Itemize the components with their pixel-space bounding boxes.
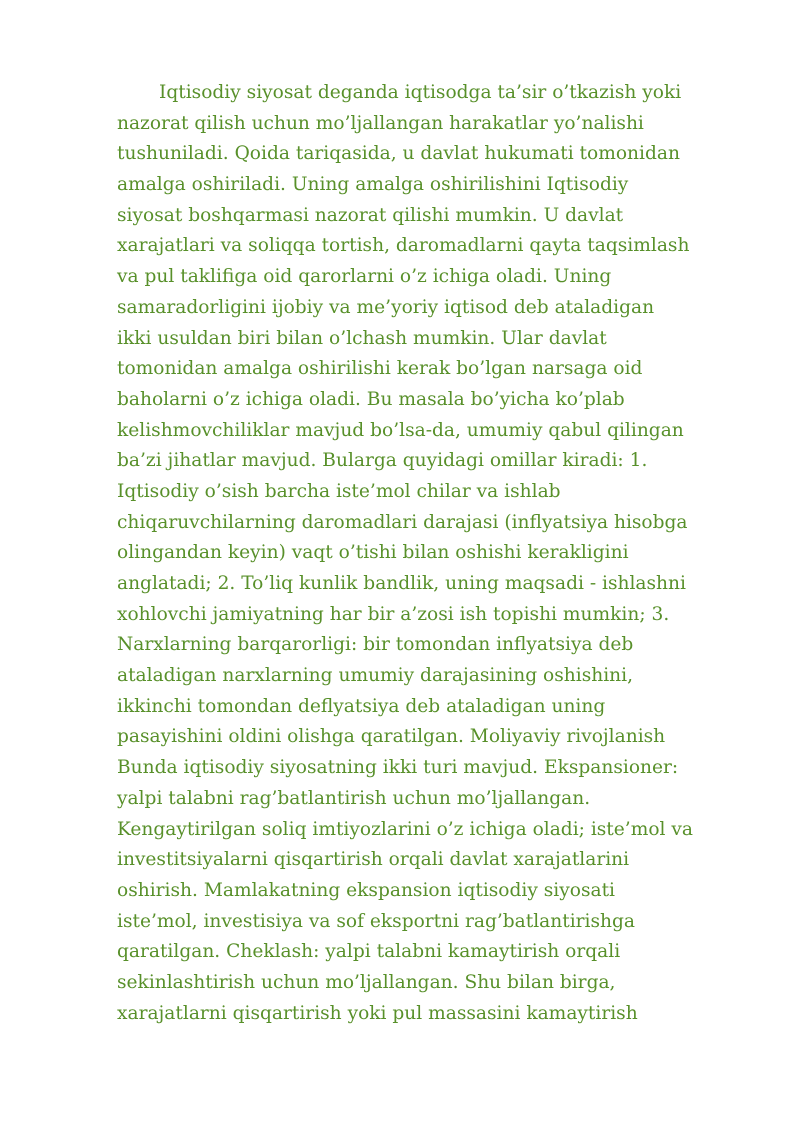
text-line: Iqtisodiy o’sish barcha iste’mol chilar va ishlab [117, 480, 561, 502]
text-line: olingandan keyin) vaqt o’tishi bilan oshishi kerakligini [117, 542, 629, 564]
text-line: ataladigan narxlarning umumiy darajasining oshishini, [117, 665, 634, 687]
text-line: ikkinchi tomondan deflyatsiya deb ataladigan uning [117, 695, 606, 717]
text-line: anglatadi; 2. To’liq kunlik bandlik, uning maqsadi - ishlashni [117, 573, 686, 594]
text-line: samaradorligini ijobiy va me’yoriy iqtisod deb ataladigan [117, 296, 655, 318]
text-line: Bunda iqtisodiy siyosatning ikki turi mavjud. Ekspansioner: [117, 757, 679, 779]
text-line: ba’zi jihatlar mavjud. Bularga quyidagi omillar kiradi: 1. [117, 450, 648, 472]
text-line: va pul taklifiga oid qarorlarni o’z ichiga oladi. Uning [117, 266, 612, 288]
text-line: ikki usuldan biri bilan o’lchash mumkin. Ular davlat [117, 327, 607, 349]
text-line: kelishmovchiliklar mavjud bo’lsa-da, umumiy qabul qilingan [117, 419, 684, 441]
text-line: qaratilgan. Cheklash: yalpi talabni kamaytirish orqali [117, 941, 621, 963]
text-line: tomonidan amalga oshirilishi kerak bo’lgan narsaga oid [117, 358, 643, 380]
text-line: Kengaytirilgan soliq imtiyozlarini o’z ichiga oladi; iste’mol va [117, 818, 693, 840]
text-line: xarajatlarni qisqartirish yoki pul massasini kamaytirish [117, 1002, 638, 1024]
text-line: siyosat boshqarmasi nazorat qilishi mumkin. U davlat [117, 204, 624, 226]
text-line: chiqaruvchilarning daromadlari darajasi (inflyatsiya hisobga [117, 511, 688, 533]
text-line: sekinlashtirish uchun mo’ljallangan. Shu bilan birga, [117, 971, 616, 993]
paragraph [117, 78, 717, 1029]
text-line: nazorat qilish uchun mo’ljallangan harakatlar yo’nalishi [117, 112, 644, 134]
text-line: xarajatlari va soliqqa tortish, daromadlarni qayta taqsimlash [117, 235, 690, 257]
text-line: tushuniladi. Qoida tariqasida, u davlat hukumati tomonidan [117, 143, 680, 165]
text-line: baholarni o’z ichiga oladi. Bu masala bo’yicha ko’plab [117, 388, 625, 410]
text-line: pasayishini oldini olishga qaratilgan. Moliyaviy rivojlanish [117, 726, 666, 748]
text-line: investitsiyalarni qisqartirish orqali davlat xarajatlarini [117, 849, 630, 871]
text-line: Narxlarning barqarorligi: bir tomondan inflyatsiya deb [117, 634, 634, 656]
text-line: amalga oshiriladi. Uning amalga oshirilishini Iqtisodiy [117, 174, 629, 196]
text-line: Iqtisodiy siyosat deganda iqtisodga ta’sir o’tkazish yoki [159, 82, 682, 103]
text-line: yalpi talabni rag’batlantirish uchun mo’ljallangan. [117, 787, 591, 809]
text-line: oshirish. Mamlakatning ekspansion iqtisodiy siyosati [117, 879, 616, 901]
text-line: iste’mol, investisiya va sof eksportni rag’batlantirishga [117, 910, 635, 932]
text-line: xohlovchi jamiyatning har bir a’zosi ish topishi mumkin; 3. [117, 603, 670, 625]
